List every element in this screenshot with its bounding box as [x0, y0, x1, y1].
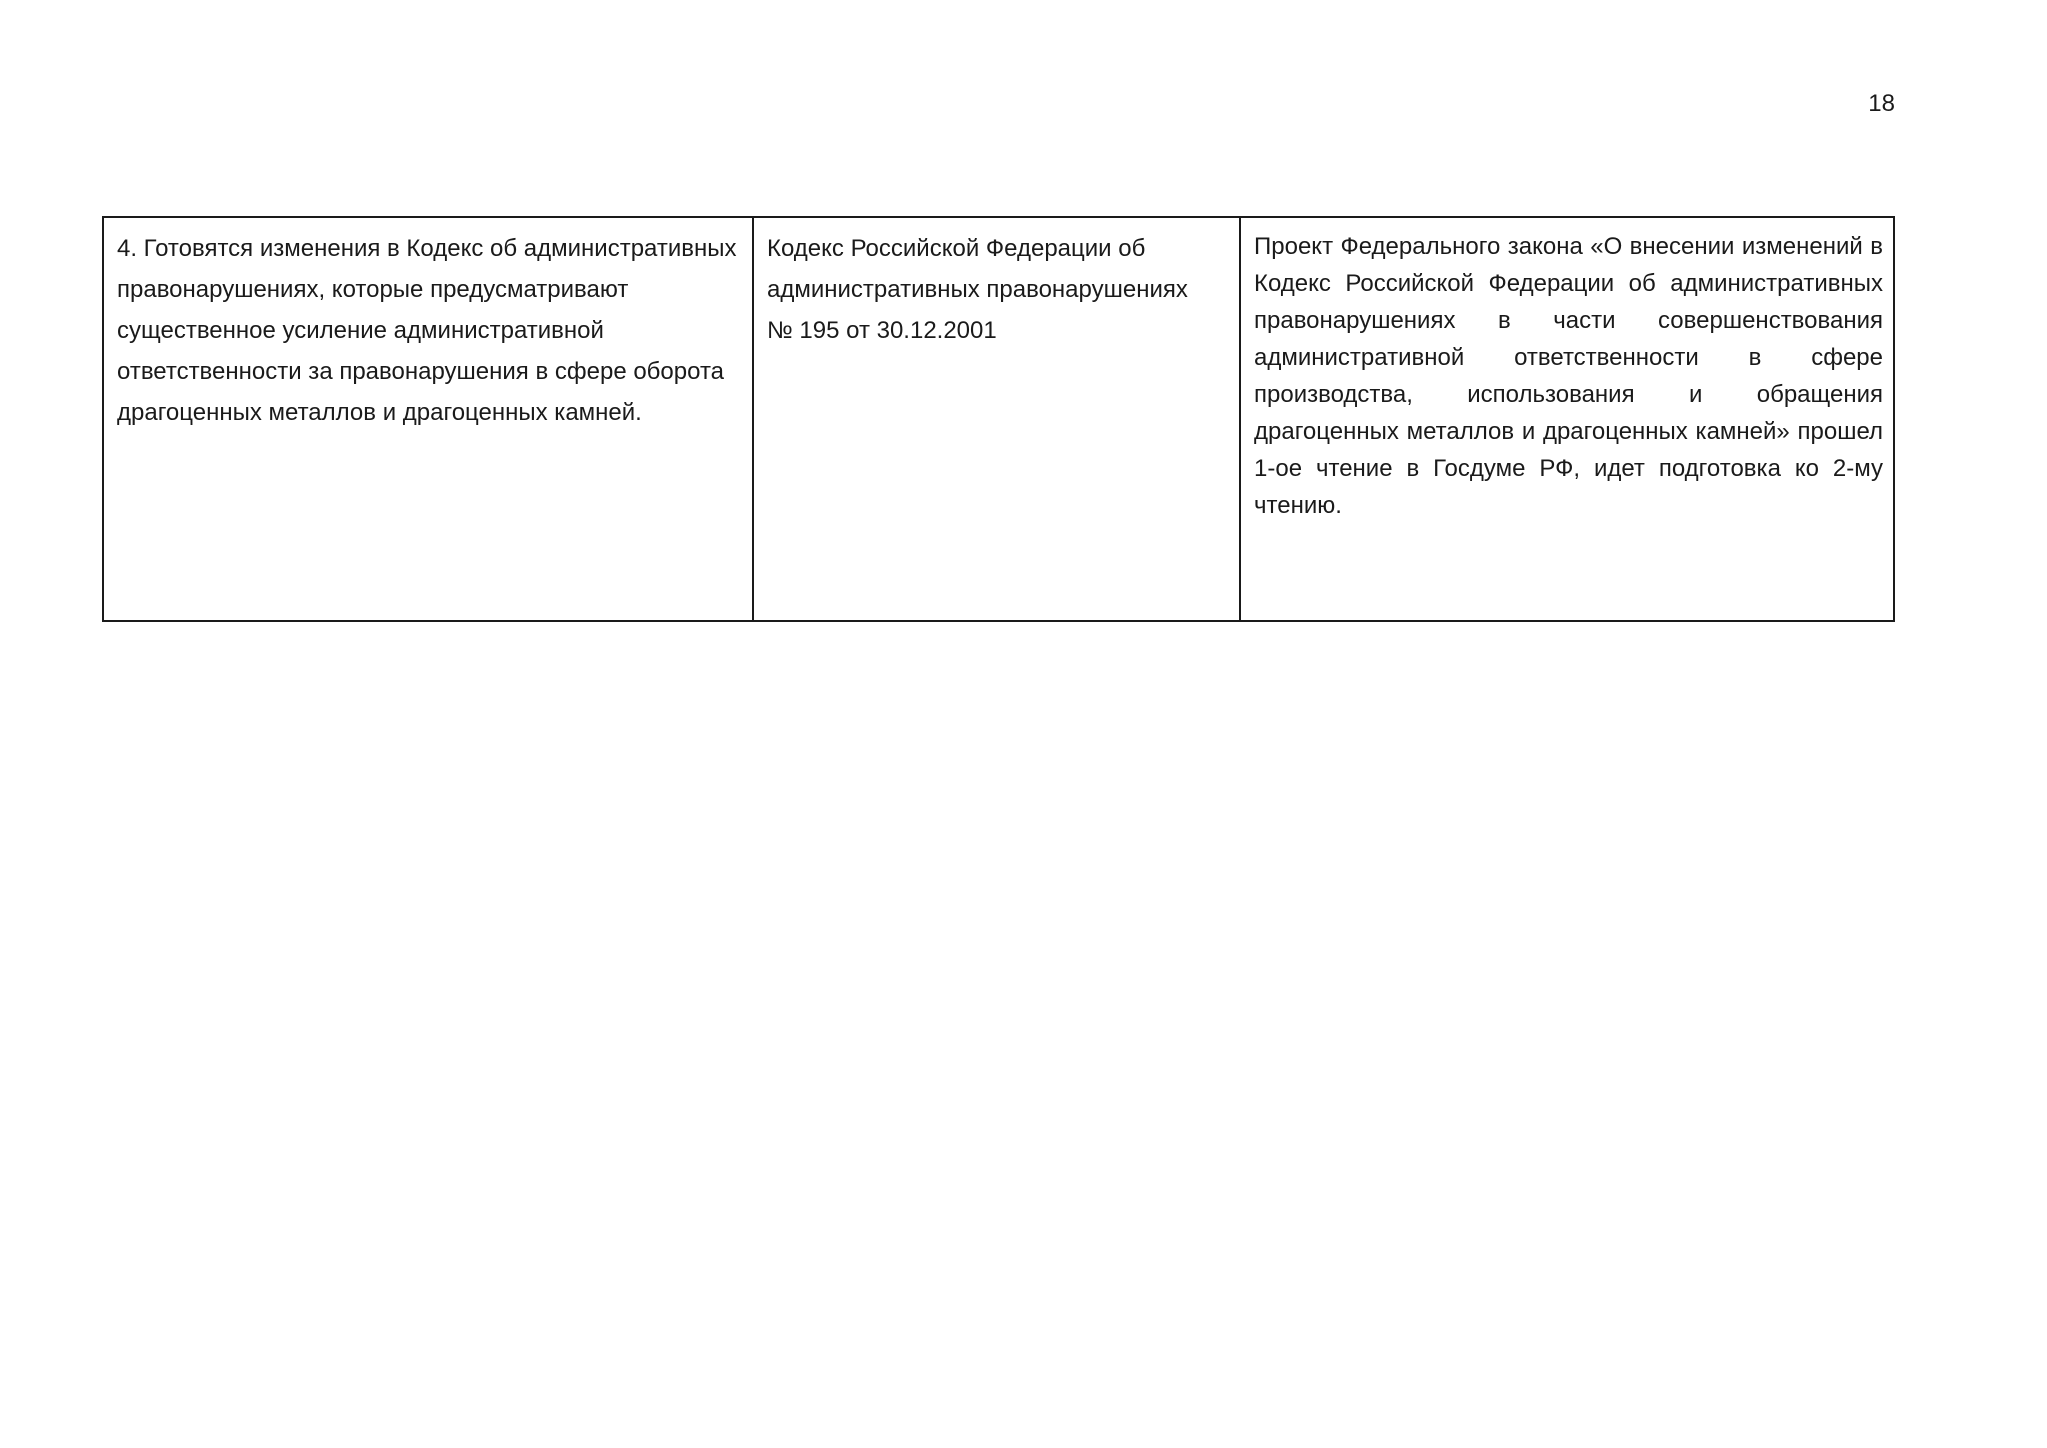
measure-text: 4. Готовятся изменения в Кодекс об административных правонарушениях, которые предусматривают существенное усиление административной ответственности за правонарушения в сфере оборота драгоценных металлов и драгоценных камней. — [117, 235, 737, 426]
table-row — [103, 217, 1894, 621]
document-table — [102, 216, 1895, 622]
measure-cell — [103, 217, 753, 621]
legal-act-number: № 195 от 30.12.2001 — [767, 317, 997, 344]
legal-act-title: Кодекс Российской Федерации об административных правонарушениях — [767, 235, 1188, 303]
status-cell — [1240, 217, 1894, 621]
legal-act-cell — [753, 217, 1240, 621]
status-text: Проект Федерального закона «О внесении изменений в Кодекс Российской Федерации об административных правонарушениях в части совершенствования административной ответственности в сфере производства, использования и обращения драгоценных металлов и драгоценных камней» прошел 1-ое чтение в Госдуме РФ, идет подготовка ко 2-му чтению. — [1254, 233, 1883, 519]
page-number: 18 — [1868, 90, 1895, 117]
